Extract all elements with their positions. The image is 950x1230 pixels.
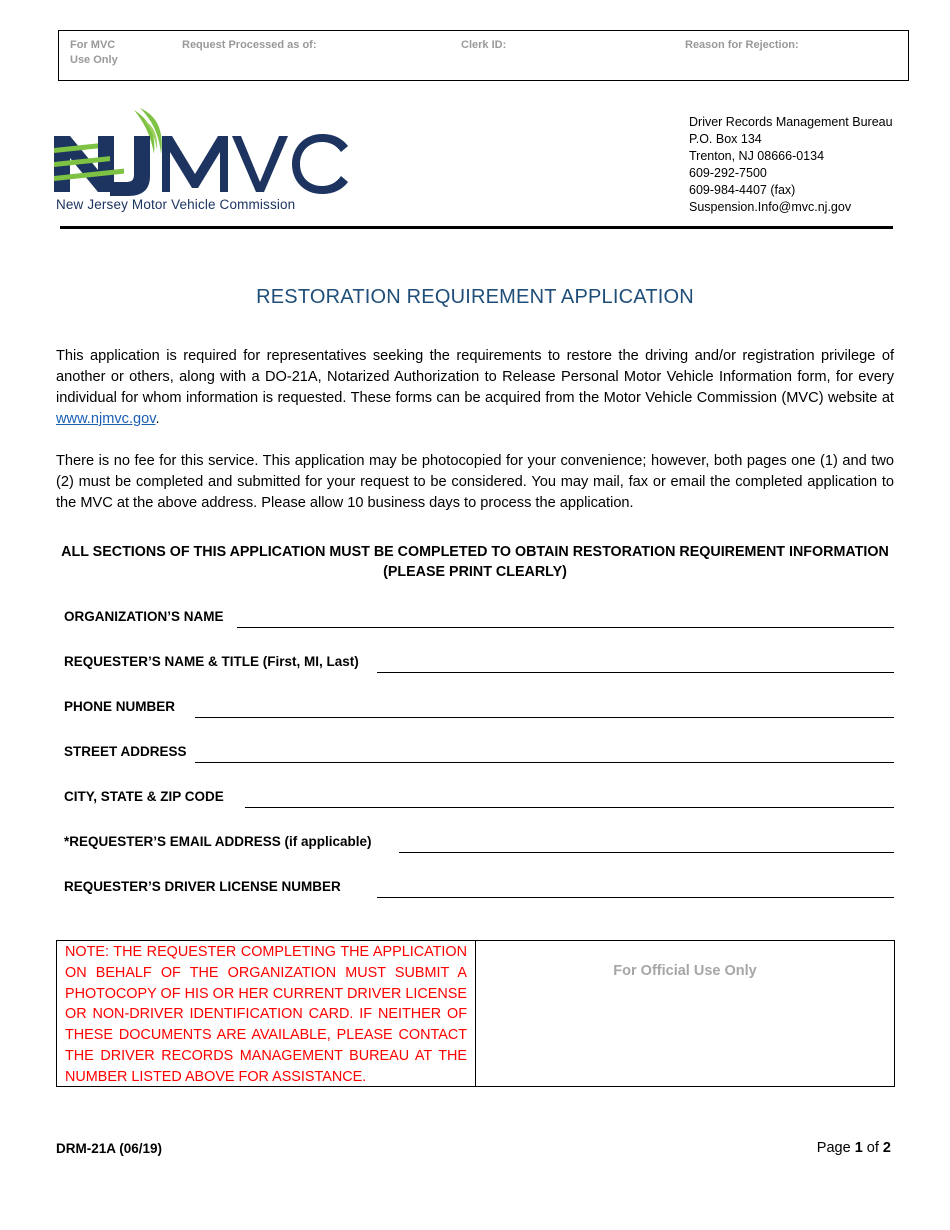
page-of: of: [866, 1140, 879, 1156]
page-current: 1: [854, 1140, 863, 1156]
njmvc-website-link[interactable]: www.njmvc.gov: [56, 411, 156, 427]
requester-email-label: *REQUESTER’S EMAIL ADDRESS (if applicable): [64, 834, 372, 849]
logo-letter-j: [110, 136, 150, 196]
reason-for-rejection-label: Reason for Rejection:: [685, 39, 799, 51]
requester-name-title-field[interactable]: [377, 672, 894, 673]
completion-notice-line-1: ALL SECTIONS OF THIS APPLICATION MUST BE COMPLETED TO OBTAIN RESTORATION REQUIREMENT INFORMATION: [61, 544, 889, 560]
request-processed-label: Request Processed as of:: [182, 39, 317, 51]
city-state-zip-field[interactable]: [245, 807, 894, 808]
form-code: DRM-21A (06/19): [56, 1141, 163, 1156]
header-divider: [60, 226, 893, 229]
city-state-zip: Trenton, NJ 08666-0134: [689, 149, 825, 163]
clerk-id-label: Clerk ID:: [461, 39, 507, 51]
requester-note: NOTE: THE REQUESTER COMPLETING THE APPLICATION ON BEHALF OF THE ORGANIZATION MUST SUBMIT A PHOTOCOPY OF HIS OR HER CURRENT DRIVER LICENSE OR NON-DRIVER IDENTIFICATION CARD. IF NEITHER OF THESE DOCUMENTS ARE AVAILABLE, PLEASE CONTACT THE DRIVER RECORDS MANAGEMENT BUREAU AT THE NUMBER LISTED ABOVE FOR ASSISTANCE.: [65, 944, 467, 1085]
phone-number: 609-292-7500: [689, 166, 767, 180]
intro-paragraph-1-end: .: [155, 411, 160, 427]
intro-paragraph-1: [56, 346, 894, 430]
driver-license-number-label: REQUESTER’S DRIVER LICENSE NUMBER: [64, 879, 341, 894]
logo-letter-m: [162, 136, 228, 192]
completion-notice: [40, 542, 910, 582]
requester-name-title-label: REQUESTER’S NAME & TITLE (First, MI, Last): [64, 654, 359, 669]
phone-number-field[interactable]: [195, 717, 894, 718]
street-address-field[interactable]: [195, 762, 894, 763]
intro-paragraph-2: There is no fee for this service. This application may be photocopied for your convenience; however, both pages one (1) and two (2) must be completed and submitted for your request to be considered. You may mail, fax or email the completed application to the MVC at the above address. Please allow 10 business days to process the application.: [56, 453, 894, 511]
street-address-label: STREET ADDRESS: [64, 744, 187, 759]
for-mvc-use-only-label: For MVC Use Only: [70, 39, 118, 66]
page-total: 2: [882, 1140, 891, 1156]
completion-notice-line-2: (PLEASE PRINT CLEARLY): [383, 564, 567, 580]
organization-name-label: ORGANIZATION’S NAME: [64, 609, 224, 624]
requester-email-field[interactable]: [399, 852, 894, 853]
organization-name-field[interactable]: [237, 627, 894, 628]
note-table: [56, 940, 895, 1087]
bureau-address: [689, 114, 893, 216]
page-number: [817, 1140, 891, 1156]
page-title: RESTORATION REQUIREMENT APPLICATION: [256, 286, 694, 308]
official-use-only-label: For Official Use Only: [613, 963, 757, 979]
logo-letter-c: [292, 134, 348, 194]
po-box: P.O. Box 134: [689, 132, 762, 146]
intro-paragraph-1-text: This application is required for representatives seeking the requirements to restore the driving and/or registration privilege of another or others, along with a DO-21A, Notarized Authorization to Release Personal Motor Vehicle Information form, for every individual for whom information is requested. These forms can be acquired from the Motor Vehicle Commission (MVC) website at: [56, 348, 894, 406]
mvc-use-only-box: [58, 30, 909, 81]
bureau-name: Driver Records Management Bureau: [689, 115, 893, 129]
city-state-zip-label: CITY, STATE & ZIP CODE: [64, 789, 224, 804]
phone-number-label: PHONE NUMBER: [64, 699, 176, 714]
logo-letter-v: [232, 136, 288, 192]
note-cell: [57, 941, 476, 1086]
driver-license-number-field[interactable]: [377, 897, 894, 898]
fax-number: 609-984-4407 (fax): [689, 183, 796, 197]
logo-subtitle: New Jersey Motor Vehicle Commission: [56, 197, 296, 212]
page-prefix: Page: [816, 1140, 851, 1156]
email-address: Suspension.Info@mvc.nj.gov: [689, 200, 852, 214]
